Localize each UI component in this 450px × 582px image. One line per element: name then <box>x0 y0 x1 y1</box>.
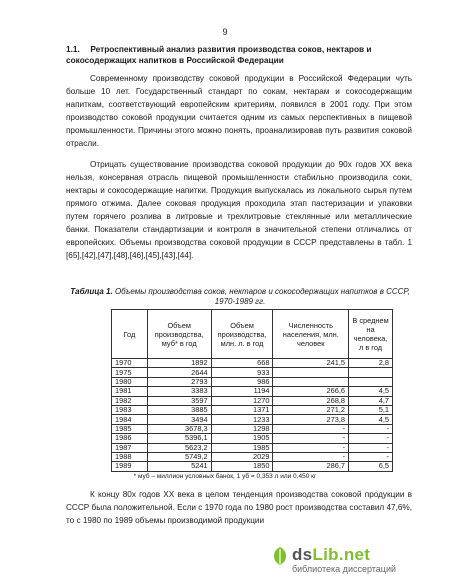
table-cell <box>349 377 393 386</box>
section-number: 1.1. <box>66 44 80 54</box>
table-cell <box>273 368 349 377</box>
table-cell: 1981 <box>112 387 148 396</box>
table-cell: 1194 <box>211 387 273 396</box>
watermark <box>292 545 444 574</box>
table-row <box>112 434 393 443</box>
table-cell: - <box>273 452 349 461</box>
table-row <box>112 368 393 377</box>
paragraph-history <box>66 158 412 262</box>
table-row <box>112 359 393 368</box>
table-cell: 1905 <box>211 434 273 443</box>
paragraph-intro <box>66 72 412 150</box>
table-row <box>112 424 393 433</box>
table-cell: 1892 <box>147 359 211 368</box>
table-cell: - <box>273 443 349 452</box>
production-table <box>111 309 393 472</box>
section-title: Ретроспективный анализ развития производства соков, нектаров и сокосодержащих напитков в Российской Федерации <box>66 44 372 65</box>
table-cell: - <box>349 443 393 452</box>
table-cell: 2644 <box>147 368 211 377</box>
table-footnote: * муб – миллион условных банок, 1 уб = 0,353 л или 0,450 кг <box>133 473 317 480</box>
table-cell: 2029 <box>211 452 273 461</box>
paragraph-conclusion <box>66 488 412 527</box>
watermark-logo <box>292 545 444 565</box>
table-cell: 268,8 <box>273 396 349 405</box>
table-cell: 5,1 <box>349 405 393 414</box>
table-caption-text: Объемы производства соков, нектаров и сокосодержащих напитков в СССР, 1970-1989 гг. <box>114 287 410 306</box>
table-cell: 1975 <box>112 368 148 377</box>
leaf-logo-icon <box>270 545 290 567</box>
table-row <box>112 396 393 405</box>
table-cell: 1983 <box>112 405 148 414</box>
table-cell: 1989 <box>112 462 148 471</box>
table-row <box>112 405 393 414</box>
table-cell: 1371 <box>211 405 273 414</box>
table-cell: 5749,2 <box>147 452 211 461</box>
table-row <box>112 377 393 386</box>
table-cell: 2,8 <box>349 359 393 368</box>
table-cell: 986 <box>211 377 273 386</box>
table-cell: 4,5 <box>349 387 393 396</box>
table-cell: 3885 <box>147 405 211 414</box>
table-caption-label: Таблица 1. <box>70 287 113 296</box>
header-volume-liters: Объем производства, млн. л. в год <box>211 310 273 359</box>
paragraph-history-text: Отрицать существование производства соковой продукции до 90х годов XX века нельзя, консервная отрасль пищевой промышленности стабильно производила соки, нектары и сокосодержащие напитки. Продукция выпускалась из локального сырья путем прямого отжима. Далее соковая продукция проходила этап пастеризации и упаковки путем горячего розлива в литровые и трехлитровые стеклянные или металлические банки. Показатели стандартизации и контроля в значительной степени отличались от европейских. Объемы производства соковой продукции в СССР представлены в табл. 1 [65],[42],[47],[48],[46],[45],[43],[44]. <box>66 160 412 260</box>
section-heading <box>66 44 410 66</box>
table-cell: 3494 <box>147 415 211 424</box>
paragraph-conclusion-text: К концу 80х годов XX века в целом тенденция производства соковой продукции в СССР была положительной. Если с 1970 года по 1980 рост производства составил 47,6%, то с 1980 по 1989 объемы производимой продукции <box>66 490 412 525</box>
table-cell: 668 <box>211 359 273 368</box>
table-row <box>112 387 393 396</box>
page-number: 9 <box>222 27 228 37</box>
table-caption <box>70 287 410 307</box>
header-volume-mub: Объем производства, муб* в год <box>147 310 211 359</box>
table-cell: 3597 <box>147 396 211 405</box>
table-cell: 273,8 <box>273 415 349 424</box>
table-cell: 1980 <box>112 377 148 386</box>
table-cell: 1985 <box>112 424 148 433</box>
watermark-logo-rest: Lib.net <box>312 545 371 564</box>
table-cell: 1982 <box>112 396 148 405</box>
header-per-capita: В среднем на человека, л в год <box>349 310 393 359</box>
table-cell: - <box>273 434 349 443</box>
table-cell: 5396,1 <box>147 434 211 443</box>
table-cell: 1270 <box>211 396 273 405</box>
table-cell: 1850 <box>211 462 273 471</box>
table-cell: 1970 <box>112 359 148 368</box>
table-cell: 5241 <box>147 462 211 471</box>
table-cell <box>273 377 349 386</box>
table-row <box>112 443 393 452</box>
table-cell: 4,5 <box>349 415 393 424</box>
header-population: Численность населения, млн. человек <box>273 310 349 359</box>
table-cell: - <box>349 434 393 443</box>
table-cell <box>349 368 393 377</box>
table-cell: 1987 <box>112 443 148 452</box>
table-cell: - <box>349 424 393 433</box>
paragraph-intro-text: Современному производству соковой продукции в Российской Федерации чуть больше 10 лет. Государственный стандарт по сокам, нектарам и сокосодержащим напиткам, соответствующий европейским критериям, появился в 2001 году. При этом производство соковой продукции считается одним из самых перспективных в пищевой промышленности. Причины этого можно понять, проанализировав путь развития соковой отрасли. <box>66 74 412 148</box>
table-cell: 1986 <box>112 434 148 443</box>
table-cell: 241,5 <box>273 359 349 368</box>
table-cell: 5623,2 <box>147 443 211 452</box>
table-row <box>112 462 393 471</box>
header-year: Год <box>112 310 148 359</box>
watermark-logo-prefix: ds <box>292 545 313 564</box>
table-cell: 6,5 <box>349 462 393 471</box>
table-cell: 1985 <box>211 443 273 452</box>
table-cell: 933 <box>211 368 273 377</box>
table-cell: 1984 <box>112 415 148 424</box>
table-cell: 3678,3 <box>147 424 211 433</box>
table-header-row <box>112 310 393 359</box>
table-cell: - <box>273 424 349 433</box>
table-cell: - <box>349 452 393 461</box>
table-cell: 3383 <box>147 387 211 396</box>
table-cell: 2793 <box>147 377 211 386</box>
table-row <box>112 452 393 461</box>
table-cell: 4,7 <box>349 396 393 405</box>
table-row <box>112 415 393 424</box>
table-cell: 286,7 <box>273 462 349 471</box>
table-cell: 271,2 <box>273 405 349 414</box>
table-cell: 1298 <box>211 424 273 433</box>
watermark-subtitle: библиотека диссертаций <box>292 564 397 574</box>
table-cell: 1988 <box>112 452 148 461</box>
table-cell: 1233 <box>211 415 273 424</box>
table-cell: 266,6 <box>273 387 349 396</box>
